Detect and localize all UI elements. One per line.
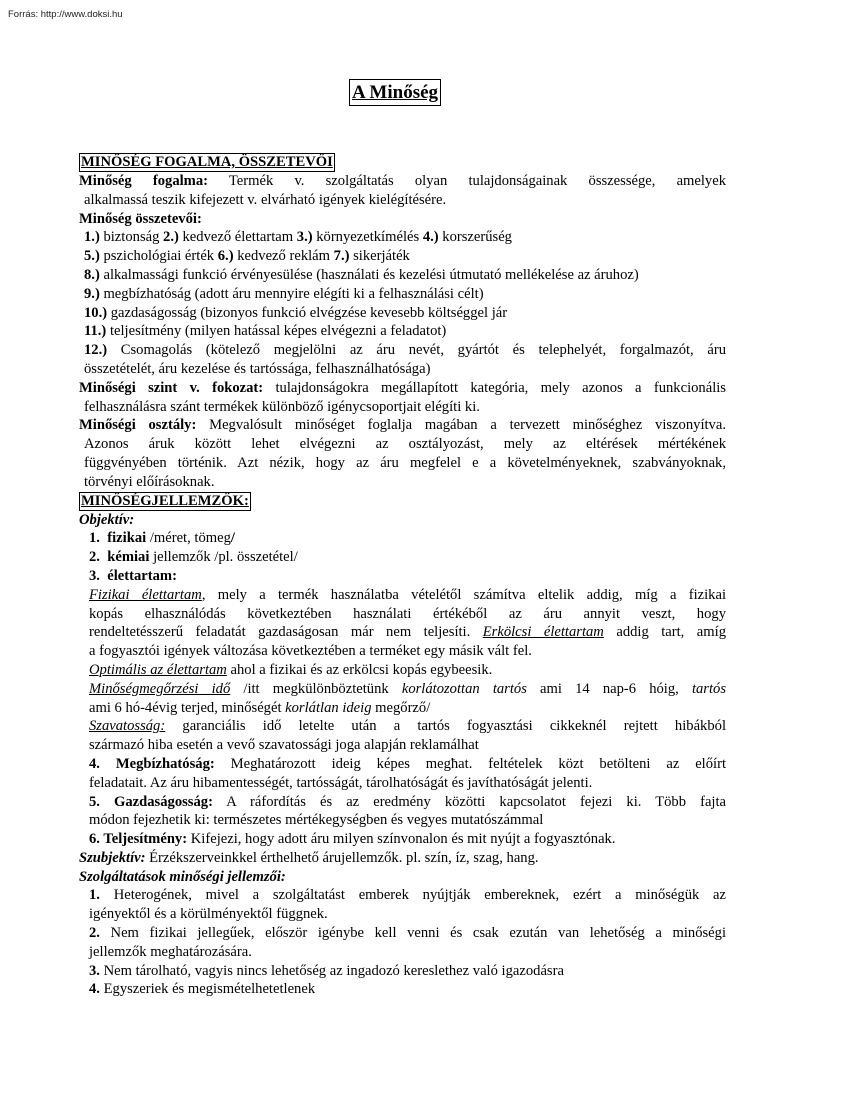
objective-item-3 [79,567,726,586]
physical-lifetime-term: Fizikai élettartam [89,586,202,603]
service-item-1-cont: igényektől és a körülményektől függnek. [89,906,328,923]
document-body [79,153,726,999]
quality-class-line-1 [79,416,726,435]
section-heading-jellemzok: MINŐSÉGJELLEMZŐK: [81,492,249,509]
list-number: 5.) [84,248,100,265]
component-item-11 [79,322,726,341]
quality-class-label: Minőségi osztály: [79,417,197,434]
objective-item-6 [79,830,726,849]
page-title: A Minőség [349,79,441,106]
objective-item-5-cont: módon fejezhetik ki: természetes mértékegységben és vegyes mutatószámmal [89,812,544,829]
list-term: 5. Gazdaságosság: [89,793,213,810]
definition-label: Minőség fogalma: [79,173,208,189]
list-number: 4.) [422,229,439,246]
list-text: / [230,530,235,547]
shelf-life-text: ami 6 hó-4évig terjed, minőségét [89,699,286,716]
shelf-life-italic: korlátlan ideig [285,699,372,716]
list-term: kémiai [107,549,150,566]
quality-level-line-2: felhasználásra szánt termékek különböző igénycsoportjait elégíti ki. [84,398,480,415]
lifetime-text: rendeltetésszerű feladatát gazdaságosan már nem teljesíti. [89,624,483,641]
list-number: 10.) [84,304,108,321]
list-term: fizikai [107,530,147,547]
list-text: A ráfordítás és az eredmény közötti kapcsolatot fejezi ki. Több fajta [212,793,727,810]
lifetime-line-1 [79,586,726,605]
objective-heading: Objektív: [79,511,135,528]
list-number: 12.) [84,342,108,359]
list-text: biztonság [99,229,164,246]
list-text: korszerűség [438,229,512,246]
component-item-12-cont: összetételét, áru kezelése és tartóssága, felhasználhatósága) [84,360,431,377]
service-item-2 [79,924,726,943]
shelf-life-italic: korlátozottan tartós [401,680,527,697]
list-number: 11.) [84,323,107,340]
lifetime-text: , mely a termék használatba vételétől számítva eltelik addig, míg a fizikai [201,586,726,603]
list-number: 8.) [84,266,100,283]
objective-item-1 [79,529,726,548]
list-text: teljesítmény (milyen hatással képes elvégezni a feladatot) [106,323,447,340]
list-number: 9.) [84,285,100,302]
quality-class-line-3: függvényében történik. Azt nézik, hogy az áru megfelel e a követelményeknek, szabványoknak, [84,454,726,471]
warranty-line-2: származó hiba esetén a vevő szavatossági joga alapján reklamálhat [89,737,479,754]
list-text: kedvező élettartam [178,229,297,246]
list-text: Nem fizikai jellegűek, először igénybe kell venni és csak ezután van lehetőség a minőségi [99,925,726,942]
warranty-line-1 [79,717,726,736]
quality-class-line-4: törvényi előírásoknak. [84,473,215,490]
service-item-3 [79,962,726,981]
definition-line-2: alkalmassá teszik kifejezett v. elvárható igények kielégítésére. [84,191,447,208]
list-term: 6. Teljesítmény: [89,831,188,848]
subjective-label: Szubjektív: [79,849,146,866]
list-text: Csomagolás (kötelező megjelölni az áru nevét, gyártót és telephelyét, forgalmazót, áru [107,342,726,359]
list-number: 6.) [217,248,234,265]
component-item-10 [79,304,726,323]
components-label [79,210,726,229]
optimal-lifetime-text: ahol a fizikai és az erkölcsi kopás egybeesik. [226,661,493,678]
list-text: Egyszeriek és megismételhetetlenek [99,981,316,998]
service-item-1 [79,886,726,905]
quality-level-text: tulajdonságokra megállapított kategória, mely azonos a funkcionális [263,379,726,396]
component-item-8 [79,266,726,285]
lifetime-line-2: kopás elhasználódás következtében használati értékéből az áru annyit veszt, hogy [89,605,726,622]
components-line-1 [79,228,726,247]
quality-class-line-2: Azonos áruk között lehet elvégezni az osztályozást, mely az eltérések mértékének [84,436,726,453]
services-heading: Szolgáltatások minőségi jellemzői: [79,868,286,885]
shelf-life-text: megőrző/ [371,699,431,716]
optimal-lifetime-line [79,661,726,680]
shelf-life-term: Minőségmegőrzési idő [89,680,231,697]
list-text: sikerjáték [349,248,410,265]
objective-item-4 [79,755,726,774]
definition-line-1 [79,172,726,191]
list-number: 1.) [84,229,100,246]
list-number: 3.) [296,229,313,246]
subjective-line [79,849,726,868]
quality-class-text: Megvalósult minőséget foglalja magában a tervezett minőséghez viszonyítva. [196,417,726,434]
warranty-term: Szavatosság: [89,718,166,735]
list-text: Nem tárolható, vagyis nincs lehetőség az ingadozó kereslethez való igazodásra [99,962,564,979]
list-text: gazdaságosság (bizonyos funkció elvégzése kevesebb költséggel jár [107,304,508,321]
list-text: környezetkímélés [312,229,423,246]
list-text: Kifejezi, hogy adott áru milyen színvonalon és mit nyújt a fogyasztónak. [187,831,616,848]
list-number: 2. [89,549,100,566]
list-text: jellemzők /pl. összetétel/ [149,549,298,566]
lifetime-text: addig tart, amíg [603,624,726,641]
objective-item-5 [79,793,726,812]
shelf-life-text: /itt megkülönböztetünk [230,680,402,697]
section-heading-fogalma: MINŐSÉG FOGALMA, ÖSSZETEVŐI [81,154,333,170]
list-number: 1. [89,887,100,904]
service-item-4 [79,980,726,999]
list-text: alkalmassági funkció érvényesülése (használati és kezelési útmutató mellékelése az áruhoz) [99,266,639,283]
source-note: Forrás: http://www.doksi.hu [8,9,123,20]
list-text: Meghatározott ideig képes megħat. feltételek közt betölteni az előírt [214,755,727,772]
list-number: 2.) [163,229,179,246]
list-number: 4. [89,981,100,998]
shelf-life-line-1 [79,680,726,699]
list-text: kedvező reklám [233,248,334,265]
components-heading: Minőség összetevői: [79,210,202,227]
optimal-lifetime-term: Optimális az élettartam [89,661,227,678]
objective-item-2 [79,548,726,567]
lifetime-line-3 [79,623,726,642]
list-text: /méret, tömeg [146,530,231,547]
component-item-12 [79,341,726,360]
warranty-text: garanciális idő letelte után a tartós fogyasztási cikkeknél rejtett hibákból [165,718,726,735]
list-text: pszichológiai érték [99,248,218,265]
service-item-2-cont: jellemzők meghatározására. [89,943,252,960]
list-number: 2. [89,925,100,942]
moral-lifetime-term: Erkölcsi élettartam [482,624,604,641]
component-item-9 [79,285,726,304]
list-number: 3. [89,567,100,584]
definition-text: Termék v. szolgáltatás olyan tulajdonságainak összessége, amelyek [208,173,726,189]
components-line-2 [79,247,726,266]
list-number: 7.) [333,248,350,265]
shelf-life-text: ami 14 nap-6 hóig, [526,680,692,697]
subjective-text: Érzékszerveinkkel érthelhető árujellemzők. pl. szín, íz, szag, hang. [145,849,539,866]
quality-level-label: Minőségi szint v. fokozat: [79,379,264,396]
shelf-life-italic: tartós [691,680,726,697]
quality-level-line-1 [79,379,726,398]
list-number: 1. [89,530,100,547]
objective-label [79,511,726,530]
list-text: megbízhatóság (adott áru mennyire elégíti ki a felhasználási célt) [99,285,484,302]
objective-item-4-cont: feladatait. Az áru hibamentességét, tartósságát, tárolhatóságát és javíthatóságát jelenti. [89,774,593,791]
list-term: élettartam: [107,567,177,584]
list-text: Heterogének, mivel a szolgáltatást emberek nyújtják embereknek, ezért a minőségük az [99,887,726,904]
list-term: 4. Megbízhatóság: [89,755,215,772]
lifetime-line-4: a fogyasztói igények változása következtében a terméket egy másik vált fel. [89,643,532,660]
services-label [79,868,726,887]
list-number: 3. [89,962,100,979]
shelf-life-line-2 [79,699,726,718]
